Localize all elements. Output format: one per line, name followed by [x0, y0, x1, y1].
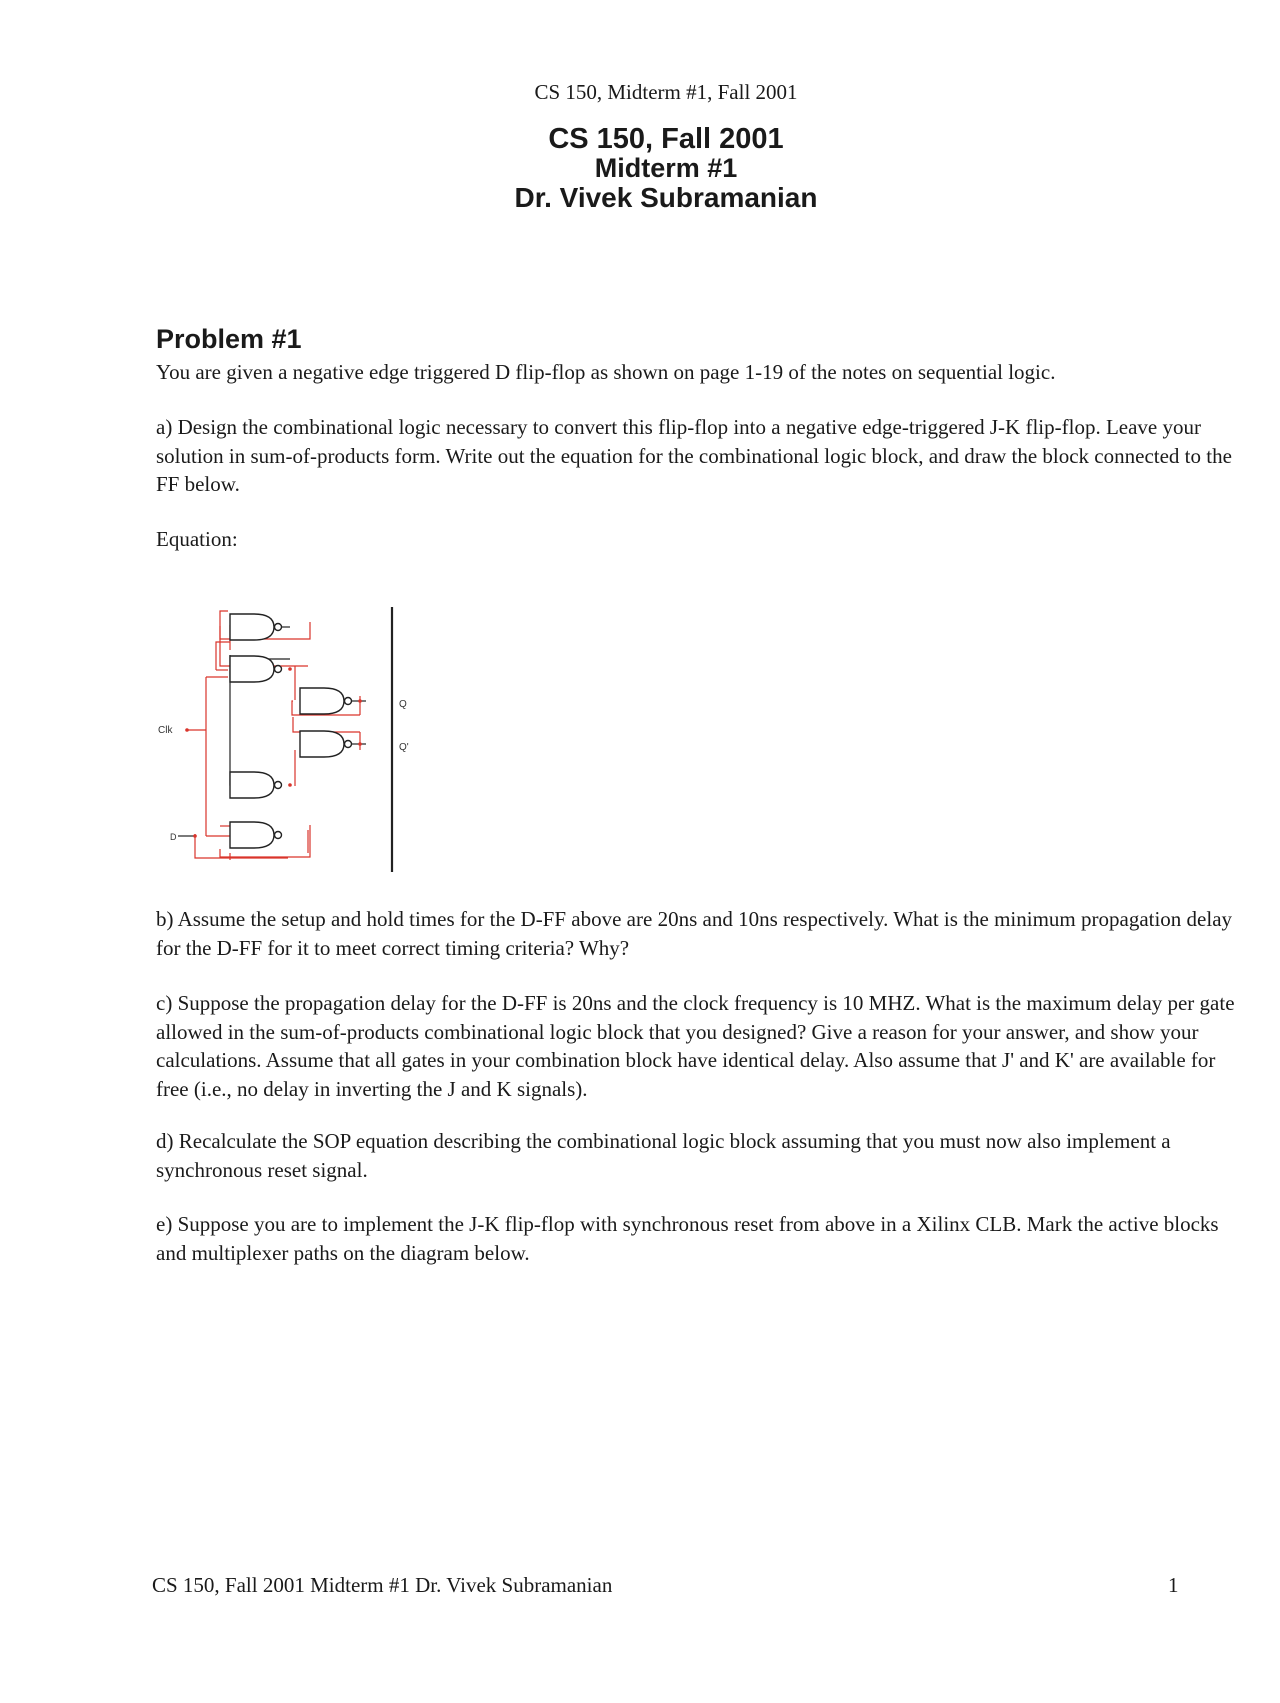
equation-label: Equation: — [156, 527, 238, 551]
part-a-text: a) Design the combinational logic necessary to convert this flip-flop into a negative edge-triggered J-K flip-flop. Leave your solution in sum-of-products form. Write out the equation for the combinational logic block, and draw the block connected to the FF below. — [156, 415, 1232, 496]
nand-gate-bubble — [275, 624, 282, 631]
nand-gate — [300, 731, 344, 757]
running-header: CS 150, Midterm #1, Fall 2001 — [534, 80, 798, 104]
part-c-text: c) Suppose the propagation delay for the D-FF is 20ns and the clock frequency is 10 MHZ. What is the maximum delay per gate allowed in the sum-of-products combinational logic block that you designed? Give a reason for your answer, and show your calculations. Assume that all gates in your combination block have identical delay. Also assume that J' and K' are available for free (i.e., no delay in inverting the J and K signals). — [156, 991, 1235, 1101]
clk-label: Clk — [158, 725, 173, 736]
nand-gate-bubble — [345, 698, 352, 705]
part-d-text: d) Recalculate the SOP equation describing the combinational logic block assuming that you must now also implement a synchronous reset signal. — [156, 1129, 1171, 1182]
junction-dot — [193, 834, 197, 838]
junction-dot — [288, 783, 292, 787]
nand-gate-bubble — [275, 782, 282, 789]
problem-intro: You are given a negative edge triggered D flip-flop as shown on page 1-19 of the notes on sequential logic. — [156, 360, 1056, 384]
q-output-label: Q — [399, 699, 407, 710]
part-e-text: e) Suppose you are to implement the J-K flip-flop with synchronous reset from above in a Xilinx CLB. Mark the active blocks and multiplexer paths on the diagram below. — [156, 1212, 1219, 1265]
title-block — [0, 125, 1280, 212]
exam-title: Midterm #1 — [594, 153, 738, 183]
d-flip-flop-circuit-diagram — [150, 600, 410, 880]
page-number: 1 — [1168, 1573, 1179, 1597]
nand-gate — [230, 656, 274, 682]
wire — [293, 717, 360, 732]
q-bar-output-label: Q' — [399, 742, 409, 753]
nand-gate — [230, 772, 274, 798]
part-b-text: b) Assume the setup and hold times for the D-FF above are 20ns and 10ns respectively. What is the minimum propagation delay for the D-FF for it to meet correct timing criteria? Why? — [156, 907, 1233, 960]
nand-gate — [230, 614, 274, 640]
junction-dot — [358, 742, 362, 746]
problem-heading: Problem #1 — [156, 324, 302, 354]
page-footer: CS 150, Fall 2001 Midterm #1 Dr. Vivek Subramanian — [152, 1573, 613, 1597]
instructor-name: Dr. Vivek Subramanian — [514, 182, 818, 213]
course-title: CS 150, Fall 2001 — [548, 123, 784, 155]
junction-dot — [185, 728, 189, 732]
wire — [220, 611, 228, 617]
nand-gate-bubble — [275, 666, 282, 673]
nand-gate — [300, 688, 344, 714]
junction-dot — [288, 667, 292, 671]
nand-gate — [230, 822, 274, 848]
nand-gate-bubble — [345, 741, 352, 748]
nand-gate-bubble — [275, 832, 282, 839]
junction-dot — [358, 699, 362, 703]
d-input-label: D — [170, 832, 177, 842]
